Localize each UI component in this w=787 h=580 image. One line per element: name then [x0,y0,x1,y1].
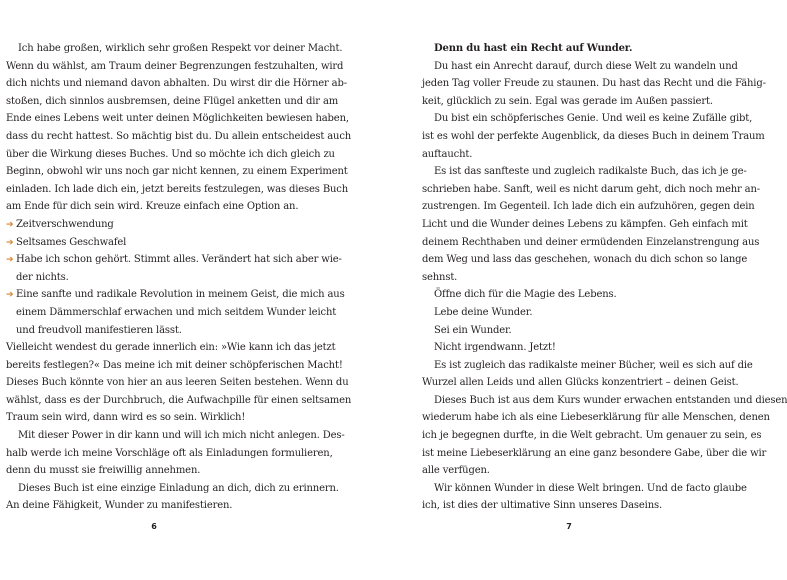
text-line [422,409,770,427]
line-text: Habe ich schon gehört. Stimmt alles. Verändert hat sich aber wie- [16,254,342,266]
arrow-bullet-icon: ➔ [6,255,14,266]
line-text: dass du recht hattest. So mächtig bist du. Du allein entscheidest auch [6,130,352,142]
text-line [6,75,347,93]
line-text: An deine Fähigkeit, Wunder zu manifestieren. [6,500,233,512]
page-number-right: 7 [566,522,572,531]
text-line [422,40,719,58]
line-text: Dieses Buch ist eine einzige Einladung an dich, dich zu erinnern. [18,482,339,494]
text-line [6,322,303,340]
line-text: Denn du hast ein Recht auf Wunder. [434,43,633,54]
text-line [422,181,760,199]
text-line [6,128,352,146]
line-text: Ich habe großen, wirklich sehr großen Respekt vor deiner Macht. [18,43,343,54]
text-line [422,251,748,269]
line-text: schrieben habe. Sanft, weil es nicht darum geht, dich noch mehr an- [422,183,760,195]
line-text: Du bist ein schöpferisches Genie. Und weil es keine Zufälle gibt, [434,113,753,125]
line-text: wiederum habe ich als eine Liebeserklärung für alle Menschen, denen [422,412,770,424]
text-line [422,374,739,392]
line-text: Wurzel allen Leids und allen Glücks konzentriert – deinen Geist. [422,377,739,389]
line-text: am Ende für dich sein wird. Kreuze einfach eine Option an. [6,201,299,213]
text-line [6,58,344,76]
line-text: alle verfügen. [422,465,490,477]
page-number-left: 6 [151,522,157,531]
line-text: Wenn du wählst, am Traum deiner Begrenzungen festzuhalten, wird [6,60,344,72]
line-text: zustrengen. Im Gegenteil. Ich lade dich ein aufzuhören, gegen dein [422,201,755,213]
text-line [6,357,343,375]
text-line [422,392,787,410]
left-page [6,40,352,515]
line-text: über die Wirkung dieses Buches. Und so möchte ich dich gleich zu [6,148,335,160]
line-text: Dieses Buch ist aus dem Kurs wunder erwachen entstanden und diesen [434,394,787,406]
arrow-bullet-icon: ➔ [6,290,14,301]
line-text: keit, glücklich zu sein. Egal was gerade im Außen passiert. [422,95,713,107]
line-text: ich, ist dies der ultimative Sinn unseres Daseins. [422,500,663,512]
text-line [6,480,339,498]
line-text: Öffne dich für die Magie des Lebens. [434,289,617,301]
line-text: Du hast ein Anrecht darauf, durch diese Welt zu wandeln und [434,60,738,72]
line-text: Sei ein Wunder. [434,324,512,336]
line-text: auftaucht. [422,148,473,160]
text-line [6,445,333,463]
line-text: stoßen, dich sinnlos ausbremsen, deine Flügel anketten und dir am [6,95,339,107]
text-line [422,304,719,322]
text-line [6,392,352,410]
text-line [6,339,336,357]
text-line [422,427,762,445]
text-line [422,445,767,463]
text-line [422,198,755,216]
text-line [422,216,748,234]
line-text: wählst, dass es der Durchbruch, die Aufwachpille für einen seltsamen [6,394,352,406]
line-text: einem Dämmerschlaf erwachen und mich seitdem Wunder leicht [16,306,337,318]
line-text: Eine sanfte und radikale Revolution in meinem Geist, die mich aus [16,289,345,301]
bullet-option-line [6,251,342,269]
text-line [422,497,719,515]
text-line [422,128,765,146]
text-line [422,93,719,111]
line-text: Wir können Wunder in diese Welt bringen. Und de facto glaube [434,482,747,494]
bullet-option-line [6,286,345,304]
line-text: Es ist das sanfteste und zugleich radikalste Buch, das ich je ge- [434,166,747,178]
text-line [422,110,753,128]
text-line [6,163,348,181]
line-text: Es ist zugleich das radikalste meiner Bücher, weil es sich auf die [434,359,753,371]
text-line [422,269,719,287]
text-line [6,304,337,322]
line-text: Traum sein wird, dann wird es so sein. Wirklich! [6,412,246,424]
text-line [422,146,719,164]
line-text: halb werde ich meine Vorschläge oft als Einladungen formulieren, [6,447,333,459]
bullet-option-line [6,216,303,234]
text-line [6,497,303,515]
text-line [6,427,345,445]
line-text: Licht und die Wunder deines Lebens zu kämpfen. Geh einfach mit [422,218,748,230]
text-line [422,322,719,340]
bullet-option-line [6,234,303,252]
line-text: jeden Tag voller Freude zu staunen. Du hast das Recht und die Fähig- [422,78,766,90]
line-text: und freudvoll manifestieren lässt. [16,324,182,336]
text-line [6,269,303,287]
text-line [6,462,303,480]
line-text: denn du musst sie freiwillig annehmen. [6,465,201,477]
line-text: Mit dieser Power in dir kann und will ich mich nicht anlegen. Des- [18,430,345,442]
text-line [6,40,343,58]
line-text: Lebe deine Wunder. [434,306,533,318]
line-text: Beginn, obwohl wir uns noch gar nicht kennen, zu einem Experiment [6,166,348,178]
line-text: ist meine Liebeserklärung an eine ganz besondere Gabe, über die wir [422,447,767,459]
text-line [6,93,339,111]
text-line [6,374,349,392]
text-line [422,339,719,357]
line-text: dich nichts und niemand davon abhalten. Du wirst dir die Hörner ab- [6,78,347,90]
line-text: ich je begegnen durfte, in die Welt gebracht. Um genauer zu sein, es [422,430,762,442]
line-text: dem Weg und lass das geschehen, wonach du dich schon so lange [422,254,748,266]
text-line [422,234,760,252]
line-text: sehnst. [422,271,458,283]
text-line [422,58,738,76]
arrow-bullet-icon: ➔ [6,237,14,248]
line-text: Vielleicht wendest du gerade innerlich ein: »Wie kann ich das jetzt [6,342,336,354]
text-line [422,357,753,375]
text-line [422,462,719,480]
text-line [6,409,303,427]
line-text: bereits festlegen?« Das meine ich mit deiner schöpferischen Macht! [6,359,343,371]
text-line [6,110,349,128]
line-text: Ende eines Lebens weit unter deinen Möglichkeiten bewiesen haben, [6,113,349,125]
line-text: Dieses Buch könnte von hier an aus leeren Seiten bestehen. Wenn du [6,377,349,389]
text-line [6,198,303,216]
text-line [422,480,747,498]
text-line [6,146,335,164]
arrow-bullet-icon: ➔ [6,219,14,230]
text-line [422,75,766,93]
line-text: deinem Rechthaben und deiner ermüdenden Einzelanstrengung aus [422,236,760,248]
right-page [422,40,787,515]
line-text: Nicht irgendwann. Jetzt! [434,342,556,354]
text-line [422,163,747,181]
text-line [6,181,349,199]
line-text: der nichts. [16,271,69,283]
line-text: Seltsames Geschwafel [16,236,127,248]
line-text: Zeitverschwendung [16,218,114,230]
text-line [422,286,719,304]
line-text: einladen. Ich lade dich ein, jetzt bereits festzulegen, was dieses Buch [6,183,349,195]
line-text: ist es wohl der perfekte Augenblick, da dieses Buch in deinem Traum [422,130,765,142]
